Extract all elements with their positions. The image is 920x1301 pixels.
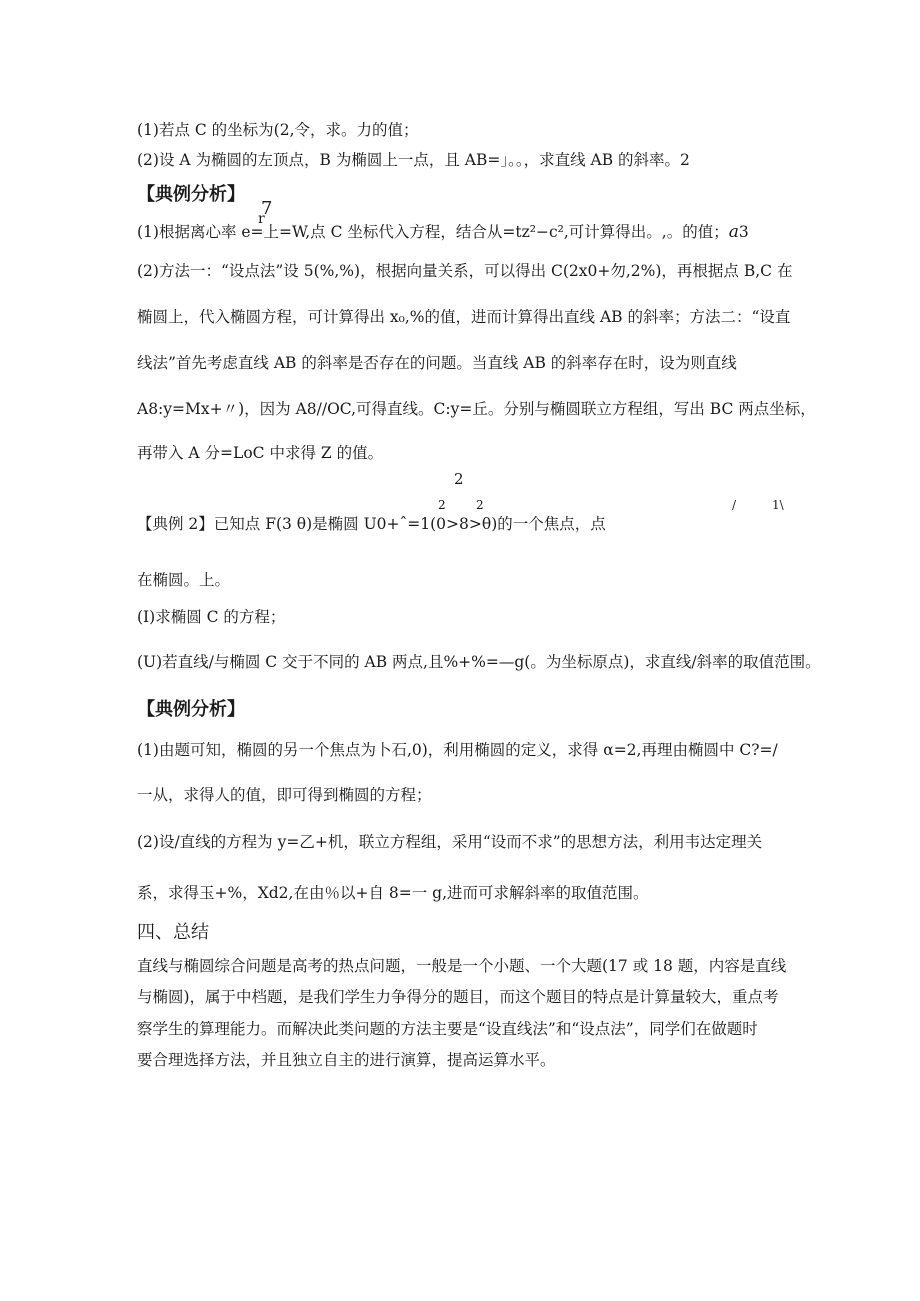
example-2-statement: 【典例 2】已知点 F(3 θ)是椭圆 U0+ˆ=1(0>8>θ)的一个焦点，点: [137, 515, 606, 533]
analysis-1-italic-a: a: [728, 222, 739, 242]
floating-2: 2: [454, 470, 464, 488]
superscript-r: r: [258, 211, 265, 227]
analysis-2-line-3: 线法”首先考虑直线 AB 的斜率是否存在的问题。当直线 AB 的斜率存在时，设为则直线: [137, 354, 737, 372]
question-2: (2)设 A 为椭圆的左顶点，B 为椭圆上一点，且 AB=」。。，求直线 AB 的斜率。2: [137, 151, 690, 169]
analysis-1-tail: 3: [738, 223, 749, 241]
example-analysis-heading-1: 【典例分析】: [137, 184, 245, 205]
summary-line-3: 察学生的算理能力。而解决此类问题的方法主要是“设直线法”和“设点法”，同学们在做题时: [137, 1020, 758, 1038]
analysis-b2-line-1: (2)设/直线的方程为 y=乙+机，联立方程组，采用“设而不求”的思想方法，利用韦达定理关: [137, 833, 763, 851]
example-2-superscript-1: 2: [438, 498, 446, 512]
example-2-right-mark-1: /: [732, 498, 737, 512]
example-2-question-1: (I)求椭圆 C 的方程；: [137, 608, 286, 626]
example-analysis-heading-2: 【典例分析】: [137, 699, 245, 720]
analysis-1: [137, 222, 749, 242]
summary-line-1: 直线与椭圆综合问题是高考的热点问题，一般是一个小题、一个大题(17 或 18 题，内容是直线: [137, 957, 787, 975]
analysis-2-line-2: 椭圆上，代入椭圆方程，可计算得出 x₀,%的值，进而计算得出直线 AB 的斜率；方法二：“设直: [137, 308, 791, 326]
example-2-continued: 在椭圆。上。: [137, 571, 231, 589]
example-2-superscript-2: 2: [476, 498, 484, 512]
summary-line-2: 与椭圆)，属于中档题，是我们学生力争得分的题目，而这个题目的特点是计算量较大，重点考: [137, 988, 779, 1006]
superscript-7: 7: [261, 198, 273, 219]
analysis-1-text: (1)根据离心率 e=上=W,点 C 坐标代入方程，结合从=tz²−c²,可计算得出。,。的值；: [137, 223, 729, 241]
analysis-b2-line-2: 系，求得玉+%，Xd2,在由％以+自 8=一 g,进而可求解斜率的取值范围。: [137, 884, 649, 902]
analysis-2-line-4: A8:y=Mx+〃)，因为 A8//OC,可得直线。C:y=丘。分别与椭圆联立方程组，写出 BC 两点坐标，: [137, 400, 816, 418]
analysis-2-line-1: (2)方法一：“设点法”设 5(%,%)，根据向量关系，可以得出 C(2x0+勿,2%)，再根据点 B,C 在: [137, 262, 793, 280]
analysis-b1-line-2: 一从，求得人的值，即可得到椭圆的方程；: [137, 786, 432, 804]
section-4-title: 四、总结: [137, 922, 209, 943]
analysis-b1-line-1: (1)由题可知，椭圆的另一个焦点为卜石,0)，利用椭圆的定义，求得 α=2,再理由椭圆中 C?=/: [137, 741, 778, 759]
question-1: (1)若点 C 的坐标为(2,令，求。力的值；: [137, 121, 419, 139]
summary-line-4: 要合理选择方法，并且独立自主的进行演算，提高运算水平。: [137, 1051, 556, 1069]
example-2-question-2: (U)若直线/与椭圆 C 交于不同的 AB 两点,且%+%=—g(。为坐标原点)，求直线/斜率的取值范围。: [137, 653, 821, 671]
example-2-right-mark-2: 1\: [772, 498, 784, 512]
analysis-2-line-5: 再带入 A 分=LoC 中求得 Z 的值。: [137, 444, 384, 462]
